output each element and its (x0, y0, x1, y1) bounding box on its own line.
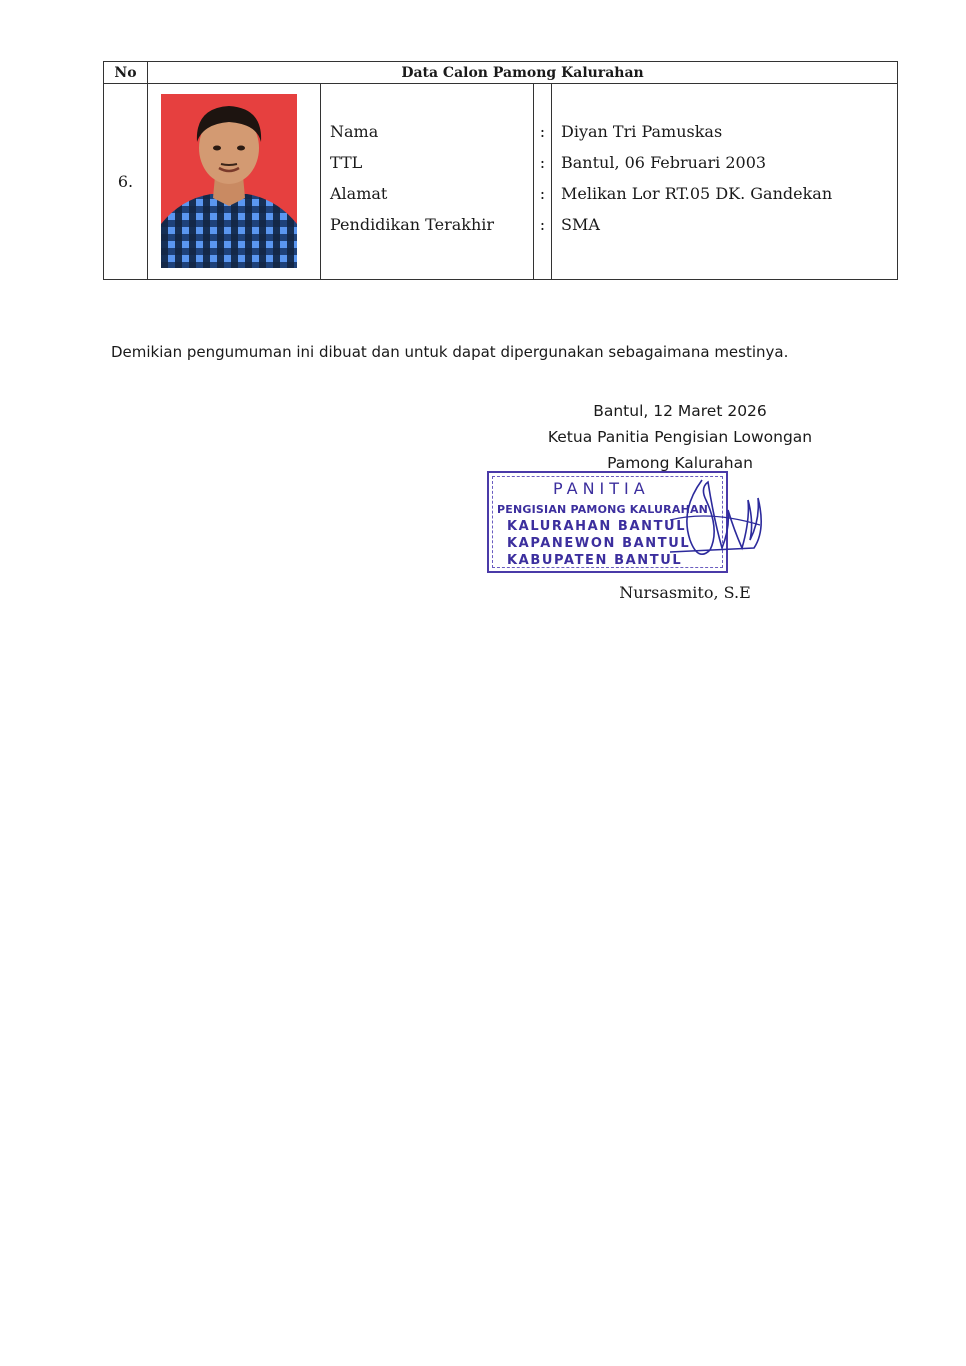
signature-block (500, 398, 860, 476)
candidate-table (103, 61, 898, 280)
label-ttl: TTL (330, 153, 363, 172)
value-ttl: Bantul, 06 Februari 2003 (561, 153, 767, 172)
header-no: No (104, 62, 148, 84)
colon: : (539, 153, 546, 172)
signer-name: Nursasmito, S.E (619, 583, 751, 602)
label-alamat: Alamat (330, 184, 388, 203)
table-header-row (104, 62, 898, 84)
photo-cell (148, 84, 321, 280)
place-date: Bantul, 12 Maret 2026 (593, 402, 767, 420)
role-line-1: Ketua Panitia Pengisian Lowongan (547, 428, 813, 446)
label-nama: Nama (330, 122, 379, 141)
colon-cell (534, 84, 552, 280)
colon: : (539, 184, 546, 203)
role-line-2: Pamong Kalurahan (607, 454, 753, 472)
candidate-photo (161, 94, 297, 268)
value-nama: Diyan Tri Pamuskas (561, 122, 723, 141)
label-cell (321, 84, 534, 280)
handwritten-signature (650, 470, 780, 580)
value-cell (552, 84, 898, 280)
closing-paragraph: Demikian pengumuman ini dibuat dan untuk dapat dipergunakan sebagaimana mestinya. (111, 343, 789, 361)
stamp-line-5: KABUPATEN BANTUL (507, 553, 683, 568)
stamp-line-3: KALURAHAN BANTUL (507, 519, 687, 534)
stamp-line-2: PENGISIAN PAMONG KALURAHAN (497, 503, 709, 516)
label-pendidikan: Pendidikan Terakhir (330, 215, 495, 234)
table-row (104, 84, 898, 280)
value-alamat: Melikan Lor RT.05 DK. Gandekan (561, 184, 833, 203)
stamp-line-4: KAPANEWON BANTUL (507, 536, 691, 551)
colon: : (539, 122, 546, 141)
colon: : (539, 215, 546, 234)
header-data: Data Calon Pamong Kalurahan (148, 62, 898, 84)
value-pendidikan: SMA (561, 215, 600, 234)
stamp-line-1: PANITIA (553, 479, 650, 498)
row-number: 6. (104, 84, 148, 280)
